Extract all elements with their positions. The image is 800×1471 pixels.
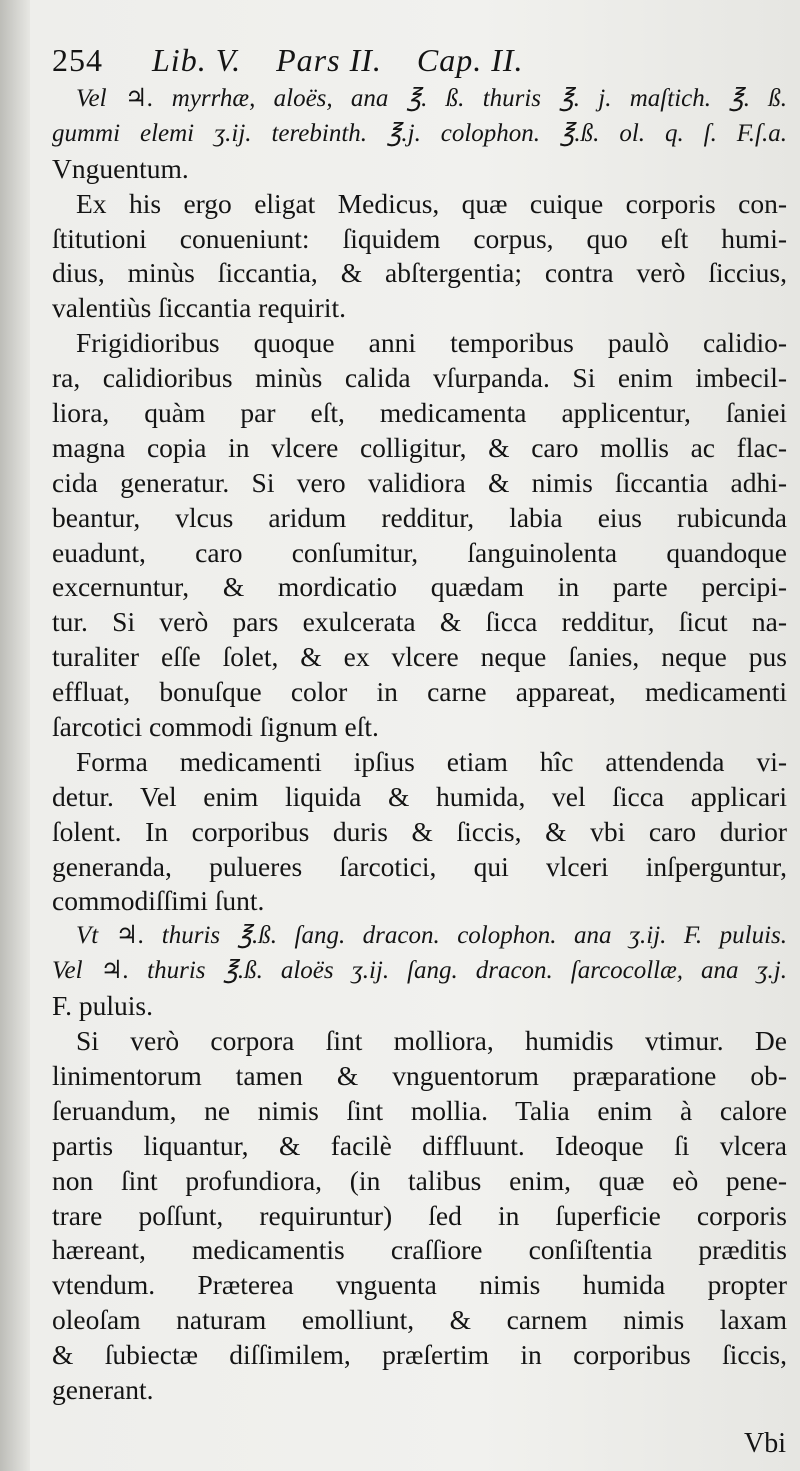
text-line: Vel ♃. myrrhæ, aloës, ana ℥. ß. thuris ℥. j. maſtich. ℥. ß. [76, 85, 787, 112]
text-line: excernuntur, & mordicatio quædam in parte percipi- [52, 571, 787, 603]
text-line: partis liquantur, & facilè diffluunt. Ideoque ſi vlcera [52, 1129, 787, 1161]
running-head [52, 40, 790, 80]
chapter-label: Cap. II. [416, 42, 524, 78]
text-line: valentiùs ſiccantia requirit. [52, 292, 346, 324]
text-line: & ſubiectæ diſſimilem, præſertim in corporibus ſiccis, [52, 1339, 787, 1371]
text-line: ſtitutioni conueniunt: ſiquidem corpus, quo eſt humi- [52, 222, 787, 254]
text-line: turaliter eſſe ſolet, & ex vlcere neque ſanies, neque pus [52, 641, 787, 673]
text-line: hæreant, medicamentis craſſiore conſiſtentia præditis [52, 1234, 787, 1266]
catchword: Vbi [744, 1428, 786, 1459]
text-line: F. puluis. [52, 990, 153, 1022]
text-line: euadunt, caro conſumitur, ſanguinolenta quandoque [52, 536, 787, 568]
text-line: trare poſſunt, requiruntur) ſed in ſuperficie corporis [52, 1199, 787, 1231]
text-line: effluat, bonuſque color in carne appareat, medicamenti [52, 676, 787, 708]
text-line: Vel ♃. thuris ℥.ß. aloës ʒ.ij. ſang. dracon. ſarcocollæ, ana ʒ.j. [52, 957, 787, 985]
text-line: beantur, vlcus aridum redditur, labia eius rubicunda [52, 501, 787, 533]
text-line: tur. Si verò pars exulcerata & ſicca redditur, ſicut na- [52, 606, 787, 638]
text-line: cida generatur. Si vero validiora & nimis ſiccantia adhi- [52, 466, 787, 498]
text-line: gummi elemi ʒ.ij. terebinth. ℥.j. colophon. ℥.ß. ol. q. ſ. F.ſ.a. [52, 119, 787, 147]
text-line: liora, quàm par eſt, medicamenta applicentur, ſaniei [52, 397, 787, 429]
part-label: Pars II. [276, 42, 382, 78]
body-text [52, 82, 790, 1408]
text-line: Vt ♃. thuris ℥.ß. ſang. dracon. colophon. ana ʒ.ij. F. puluis. [76, 922, 787, 950]
book-label: Lib. V. [152, 42, 242, 78]
text-line: ſolent. In corporibus duris & ſiccis, & vbi caro durior [52, 815, 787, 847]
text-line: ra, calidioribus minùs calida vſurpanda. Si enim imbecil- [52, 362, 787, 394]
text-line: Vnguentum. [52, 152, 189, 184]
text-line: Ex his ergo eligat Medicus, quæ cuique corporis con- [76, 187, 787, 219]
text-line: detur. Vel enim liquida & humida, vel ſicca applicari [52, 780, 787, 812]
text-line: ſarcotici commodi ſignum eſt. [52, 711, 379, 743]
text-line: Forma medicamenti ipſius etiam hîc attendenda vi- [76, 745, 787, 777]
text-line: generant. [52, 1373, 154, 1405]
text-line: ſeruandum, ne nimis ſint mollia. Talia enim à calore [52, 1094, 787, 1126]
page-number: 254 [52, 42, 103, 78]
text-line: linimentorum tamen & vnguentorum præparatione ob- [52, 1059, 787, 1091]
text-line: Si verò corpora ſint molliora, humidis vtimur. De [76, 1025, 787, 1057]
text-line: commodiſſimi ſunt. [52, 885, 265, 917]
text-line: magna copia in vlcere colligitur, & caro mollis ac flac- [52, 431, 787, 463]
text-line: generanda, pulueres ſarcotici, qui vlceri inſperguntur, [52, 850, 787, 882]
text-line: dius, minùs ſiccantia, & abſtergentia; contra verò ſiccius, [52, 257, 787, 289]
text-line: vtendum. Præterea vnguenta nimis humida propter [52, 1269, 787, 1301]
text-line: Frigidioribus quoque anni temporibus paulò calidio- [76, 327, 787, 359]
text-line: oleoſam naturam emolliunt, & carnem nimis laxam [52, 1304, 787, 1336]
text-line: non ſint profundiora, (in talibus enim, quæ eò pene- [52, 1164, 787, 1196]
page-gutter-shadow [0, 0, 30, 1471]
